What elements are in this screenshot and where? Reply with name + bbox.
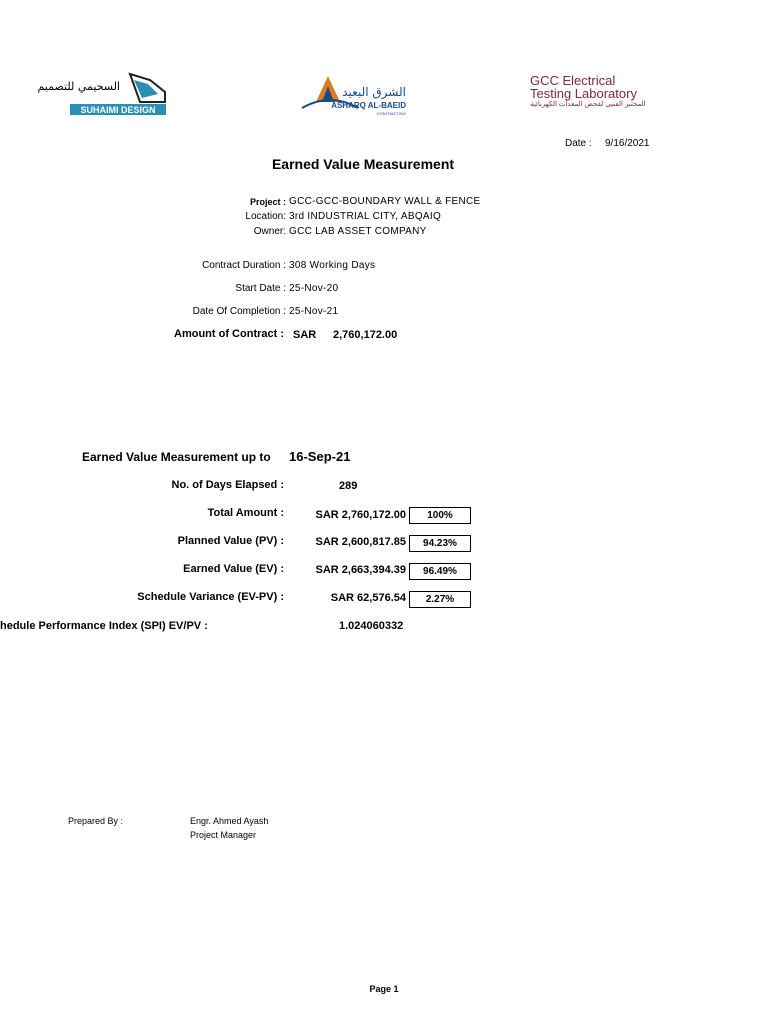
preparer-role: Project Manager [190, 830, 257, 840]
gcc-logo-line1: GCC Electrical [530, 73, 616, 88]
owner-label: Owner: [253, 226, 286, 237]
planned-value-label: Planned Value (PV) : [177, 535, 284, 547]
project-value: GCC-GCC-BOUNDARY WALL & FENCE [289, 196, 481, 207]
date-value: 9/16/2021 [605, 138, 650, 149]
gcc-logo-arabic: المختبر الفنيي لفحص المعدات الكهربائية [530, 101, 646, 108]
date-label: Date : [565, 138, 592, 149]
suhaimi-design-logo [37, 72, 166, 116]
contract-duration-label: Contract Duration : [202, 260, 286, 271]
total-amount-percent: 100% [409, 507, 471, 524]
earned-value-percent: 96.49% [409, 563, 471, 580]
days-elapsed-value: 289 [339, 480, 358, 492]
evm-heading-date: 16-Sep-21 [289, 449, 351, 464]
prepared-by-label: Prepared By : [68, 816, 124, 826]
gcc-lab-logo [530, 74, 680, 114]
total-amount-value: SAR 2,760,172.00 [315, 509, 406, 521]
schedule-variance-label: Schedule Variance (EV-PV) : [137, 591, 284, 603]
location-label: Location: [245, 211, 286, 222]
svg-text:ASHARQ AL-BAEID: ASHARQ AL-BAEID [331, 101, 406, 110]
svg-text:SUHAIMI DESIGN: SUHAIMI DESIGN [80, 105, 156, 115]
asharq-al-baeid-logo [300, 72, 410, 118]
page-number: Page 1 [369, 984, 399, 994]
completion-date-value: 25-Nov-21 [289, 306, 339, 317]
preparer-name: Engr. Ahmed Ayash [190, 816, 269, 826]
contract-amount-currency: SAR [293, 329, 317, 341]
earned-value-label: Earned Value (EV) : [183, 563, 284, 575]
completion-date-label: Date Of Completion : [192, 306, 286, 317]
days-elapsed-label: No. of Days Elapsed : [171, 479, 284, 491]
planned-value-amount: SAR 2,600,817.85 [315, 536, 406, 548]
start-date-label: Start Date : [235, 283, 286, 294]
contract-amount-label: Amount of Contract : [174, 328, 284, 340]
gcc-logo-line2: Testing Laboratory [530, 86, 637, 101]
schedule-variance-percent: 2.27% [409, 591, 471, 608]
location-value: 3rd INDUSTRIAL CITY, ABQAIQ [289, 211, 442, 222]
contract-duration-value: 308 Working Days [289, 260, 376, 271]
evm-heading: Earned Value Measurement up to [82, 450, 271, 464]
spi-label: hedule Performance Index (SPI) EV/PV : [0, 620, 208, 632]
spi-value: 1.024060332 [339, 620, 404, 632]
start-date-value: 25-Nov-20 [289, 283, 339, 294]
planned-value-percent: 94.23% [409, 535, 471, 552]
contract-amount-value: 2,760,172.00 [333, 329, 398, 341]
page-title: Earned Value Measurement [271, 156, 455, 172]
earned-value-amount: SAR 2,663,394.39 [315, 564, 406, 576]
svg-text:CONTRACTING: CONTRACTING [376, 111, 406, 116]
total-amount-label: Total Amount : [207, 507, 284, 519]
project-label: Project : [249, 197, 286, 207]
svg-text:السحيمي للتصميم: السحيمي للتصميم [37, 80, 120, 93]
owner-value: GCC LAB ASSET COMPANY [289, 226, 427, 237]
svg-text:الشرق البعيد: الشرق البعيد [342, 85, 406, 99]
schedule-variance-amount: SAR 62,576.54 [330, 592, 406, 604]
